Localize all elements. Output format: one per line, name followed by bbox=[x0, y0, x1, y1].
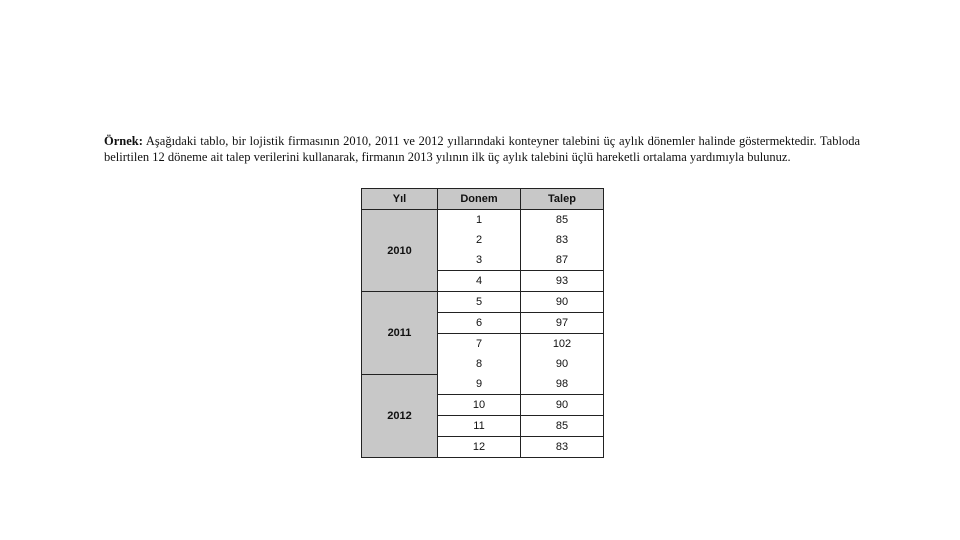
table-row bbox=[362, 292, 604, 313]
table-row bbox=[362, 210, 604, 231]
talep-cell: 85 bbox=[521, 210, 604, 231]
donem-cell: 9 bbox=[438, 374, 521, 395]
talep-cell: 97 bbox=[521, 313, 604, 334]
problem-text: Aşağıdaki tablo, bir lojistik firmasının 2010, 2011 ve 2012 yıllarındaki konteyner talebini üç aylık dönemler halinde göstermektedir. Tabloda belirtilen 12 döneme ait talep verilerini kullanarak, firmanın 2013 yılının ilk üç aylık talebini üçlü hareketli ortalama yardımıyla bulunuz. bbox=[104, 134, 860, 164]
donem-cell: 8 bbox=[438, 354, 521, 374]
talep-cell: 83 bbox=[521, 437, 604, 458]
header-talep: Talep bbox=[521, 189, 604, 210]
table-row bbox=[362, 374, 604, 395]
donem-cell: 2 bbox=[438, 230, 521, 250]
talep-cell: 102 bbox=[521, 334, 604, 355]
talep-cell: 93 bbox=[521, 271, 604, 292]
talep-cell: 90 bbox=[521, 354, 604, 374]
talep-cell: 87 bbox=[521, 250, 604, 271]
year-cell-2010: 2010 bbox=[362, 210, 438, 292]
donem-cell: 12 bbox=[438, 437, 521, 458]
donem-cell: 4 bbox=[438, 271, 521, 292]
demand-table bbox=[361, 188, 604, 458]
donem-cell: 3 bbox=[438, 250, 521, 271]
talep-cell: 83 bbox=[521, 230, 604, 250]
talep-cell: 90 bbox=[521, 292, 604, 313]
talep-cell: 85 bbox=[521, 416, 604, 437]
talep-cell: 98 bbox=[521, 374, 604, 395]
donem-cell: 7 bbox=[438, 334, 521, 355]
header-donem: Donem bbox=[438, 189, 521, 210]
talep-cell: 90 bbox=[521, 395, 604, 416]
table-header-row bbox=[362, 189, 604, 210]
year-cell-2011: 2011 bbox=[362, 292, 438, 375]
problem-statement bbox=[104, 133, 860, 165]
donem-cell: 5 bbox=[438, 292, 521, 313]
year-cell-2012: 2012 bbox=[362, 374, 438, 458]
donem-cell: 1 bbox=[438, 210, 521, 231]
donem-cell: 6 bbox=[438, 313, 521, 334]
donem-cell: 10 bbox=[438, 395, 521, 416]
header-yil: Yıl bbox=[362, 189, 438, 210]
donem-cell: 11 bbox=[438, 416, 521, 437]
example-label: Örnek: bbox=[104, 134, 143, 148]
